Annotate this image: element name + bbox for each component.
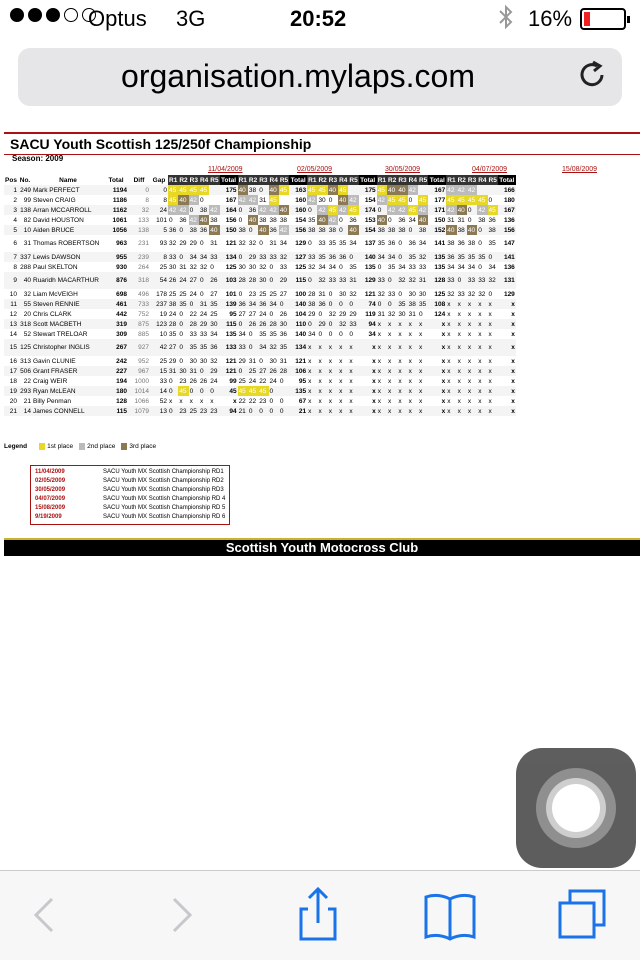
round-entry: 11/04/2009 SACU Youth MX Scottish Championship RD1	[35, 469, 224, 475]
round-column-header: R4	[269, 176, 278, 184]
round-column-header: R1	[308, 176, 317, 184]
network-type: 3G	[176, 6, 206, 31]
round-column-header: R2	[248, 176, 258, 184]
table-row: 1 249 Mark PERFECT 1194 0 0 45 45 45 45 175 40 38 0 40 45 163 45 45 40 45 175 45 40 40 42 167 42 42 42 166	[4, 185, 516, 195]
club-footer: Scottish Youth Motocross Club	[4, 538, 640, 556]
bookmarks-icon[interactable]	[420, 885, 480, 945]
round-entry: 04/07/2009 SACU Youth MX Scottish Championship RD 4	[35, 496, 226, 502]
battery-icon	[580, 8, 626, 30]
table-row: 7 337 Lewis DAWSON 955 239 8 33 0 34 34 33 134 0 29 33 33 32 127 33 35 36 36 0 140 34 34 0 35 32 135 36 35 35 35 0 141	[4, 252, 516, 262]
round-column-header: R2	[179, 176, 188, 184]
round-column-header: R1	[238, 176, 247, 184]
rounds-list	[30, 465, 230, 525]
round-column-header: R3	[398, 176, 407, 184]
column-header: Pos	[5, 176, 17, 184]
forward-icon[interactable]	[152, 885, 212, 945]
legend-label: Legend	[4, 443, 28, 451]
column-header: Diff	[133, 176, 145, 184]
table-row: 17 506 Grant FRASER 227 967 15 31 30 31 0 29 121 0 25 27 26 28 106 x x x x x x x x x x x x x x x x x x	[4, 366, 516, 376]
round-entry: 30/05/2009 SACU Youth MX Scottish Championship RD3	[35, 487, 224, 493]
round-column-header: R1	[169, 176, 178, 184]
table-row: 13 318 Scott MACBETH 319 875 123 28 0 28 29 30 115 0 26 26 28 30 110 0 29 0 32 33 94 x x x x x x x x x x x x	[4, 319, 516, 329]
column-header: No.	[19, 176, 31, 184]
table-row: 16 313 Gavin CLUNIE 242 952 25 29 0 30 30 32 121 29 31 0 30 31 121 x x x x x x x x x x x x x x x x x x	[9, 357, 515, 365]
share-icon[interactable]	[288, 885, 348, 945]
round-column-header: R1	[377, 176, 386, 184]
status-bar	[0, 0, 640, 40]
table-row: 5 10 Aiden BRUCE 1056 138 5 36 0 38 36 40 150 38 0 40 36 42 156 38 38 38 0 40 154 38 38 38 0 38 152 40 38 40 0 38 156	[4, 225, 516, 235]
column-header: Name	[59, 176, 77, 184]
reload-icon[interactable]	[576, 58, 610, 92]
round-date-header: 02/05/2009	[297, 166, 333, 173]
round-column-header: R2	[318, 176, 327, 184]
round-column-header: Total	[429, 176, 445, 184]
round-column-header: R2	[388, 176, 397, 184]
table-row: 11 55 Steven RENNIE 461 733 237 38 35 0 31 35 139 36 34 36 34 0 140 38 36 0 0 0 74 0 0 35 38 35 108 x x x x x x	[4, 299, 516, 309]
round-column-header: R4	[478, 176, 487, 184]
round-entry: 02/05/2009 SACU Youth MX Scottish Championship RD2	[35, 478, 224, 484]
round-entry: 15/08/2009 SACU Youth MX Scottish Championship RD 5	[35, 505, 226, 511]
table-row: 12 20 Chris CLARK 442 752 19 24 0 22 24 25 95 27 27 24 0 26 104 29 0 32 29 29 119 31 32 30 31 0 124 x x x x x x	[9, 310, 515, 318]
round-column-header: Total	[290, 176, 306, 184]
carrier-name: Optus	[88, 6, 147, 31]
url-text[interactable]: organisation.mylaps.com	[121, 58, 475, 94]
round-column-header: R5	[279, 176, 289, 184]
table-row: 19 293 Ryan McLEAN 180 1014 14 0 45 0 0 0 45 45 45 45 0 135 x x x x x x x x x x x x x x x x x x	[4, 386, 516, 396]
round-column-header: Total	[360, 176, 376, 184]
browser-toolbar	[0, 870, 640, 960]
table-row: 18 22 Craig WEIR 194 1000 33 0 23 26 26 24 99 25 24 22 24 0 95 x x x x x x x x x x x x x x x x x x	[9, 377, 515, 385]
table-row: 20 21 Billy Penman 128 1066 52 x x x x x x 22 22 23 0 0 67 x x x x x x x x x x x x x x x x x x	[9, 397, 515, 405]
clock: 20:52	[290, 6, 347, 31]
table-row: 4 82 David HOUSTON 1061 133 101 0 36 42 40 38 156 0 40 38 38 38 154 35 40 42 0 36 153 40 0 36 34 40 150 31 31 0 38 36 136	[13, 216, 515, 224]
table-row: 21 14 James CONNELL 115 1079 13 0 23 25 23 23 94 21 0 0 0 0 21 x x x x x x x x x x x x x x x x x x	[4, 406, 516, 416]
assistive-touch-button[interactable]	[516, 748, 636, 868]
tabs-icon[interactable]	[552, 885, 612, 945]
bluetooth-icon	[498, 4, 514, 37]
table-row: 10 32 Liam McVEIGH 698 496 178 25 25 24 0 27 101 0 23 25 25 27 100 28 31 0 30 32 121 32 33 0 30 30 125 32 33 32 32 0 129	[9, 290, 515, 298]
round-date-header: 30/05/2009	[385, 166, 421, 173]
round-column-header: R4	[339, 176, 348, 184]
results-table	[4, 175, 516, 416]
address-bar[interactable]	[18, 48, 622, 106]
round-column-header: R3	[467, 176, 477, 184]
round-column-header: R4	[408, 176, 417, 184]
round-date-header: 15/08/2009	[562, 166, 598, 173]
page-title: SACU Youth Scottish 125/250f Championship	[4, 132, 640, 155]
round-date-header: 11/04/2009	[208, 166, 243, 173]
legend	[4, 443, 156, 450]
legend-second: 2nd place	[79, 443, 115, 450]
season-label: Season: 2009	[12, 154, 64, 163]
column-header: Gap	[152, 176, 166, 184]
legend-first: 1st place	[39, 443, 73, 450]
round-date-header: 04/07/2009	[472, 166, 508, 173]
round-column-header: R5	[210, 176, 219, 184]
round-column-header: R5	[349, 176, 358, 184]
table-row: 9 40 Ruaridh MACARTHUR 876 318 54 26 24 27 0 26 103 28 28 30 0 29 115 0 32 33 33 31 129 33 0 32 32 31 128 33 0 33 33 32 131	[4, 272, 516, 289]
round-column-header: R3	[328, 176, 338, 184]
round-entry: 9/19/2009 SACU Youth MX Scottish Championship RD 6	[35, 514, 226, 520]
round-column-header: Total	[221, 176, 237, 184]
round-column-header: R5	[418, 176, 428, 184]
table-row: 2 99 Steven CRAIG 1186 8 8 45 40 42 0 167 42 42 31 45 160 42 30 0 40 42 154 42 45 45 0 45 177 45 45 45 45 0 180	[13, 196, 515, 204]
round-column-header: R2	[457, 176, 466, 184]
table-row: 3 138 Arran MCCARROLL 1162 32 24 42 42 0 38 42 164 0 36 42 42 40 160 0 42 45 42 45 174 0 42 42 45 42 171 42 40 0 42 45 167	[4, 205, 516, 215]
legend-third: 3rd place	[121, 443, 156, 450]
round-column-header: R4	[199, 176, 209, 184]
column-header: Total	[108, 176, 124, 184]
back-icon[interactable]	[14, 885, 74, 945]
round-column-header: R5	[488, 176, 497, 184]
round-column-header: R3	[189, 176, 198, 184]
round-column-header: Total	[499, 176, 515, 184]
battery-percent: 16%	[528, 6, 573, 31]
table-row: 8 288 Paul SKELTON 930 264 25 30 31 32 32 0 125 30 30 32 0 33 125 32 34 34 0 35 135 0 35 34 33 33 135 34 34 34 0 34 136	[13, 263, 515, 271]
round-column-header: R1	[447, 176, 456, 184]
table-row: 14 52 Stewart TRELOAR 309 885 10 35 0 33 33 34 135 34 0 35 35 36 140 34 0 0 0 0 34 x x x x x x x x x x x x	[9, 330, 515, 338]
signal-strength-icon	[10, 8, 96, 22]
round-column-header: R3	[259, 176, 268, 184]
table-row: 15 125 Christopher INGLIS 267 927 42 27 0 35 35 36 133 33 0 34 32 35 134 x x x x x x x x x x x x x x x x x x	[4, 339, 516, 356]
table-row: 6 31 Thomas ROBERTSON 963 231 93 32 29 29 0 31 121 32 32 0 31 34 129 0 33 35 35 34 137 35 36 0 36 34 141 38 36 38 0 35 147	[13, 240, 515, 247]
